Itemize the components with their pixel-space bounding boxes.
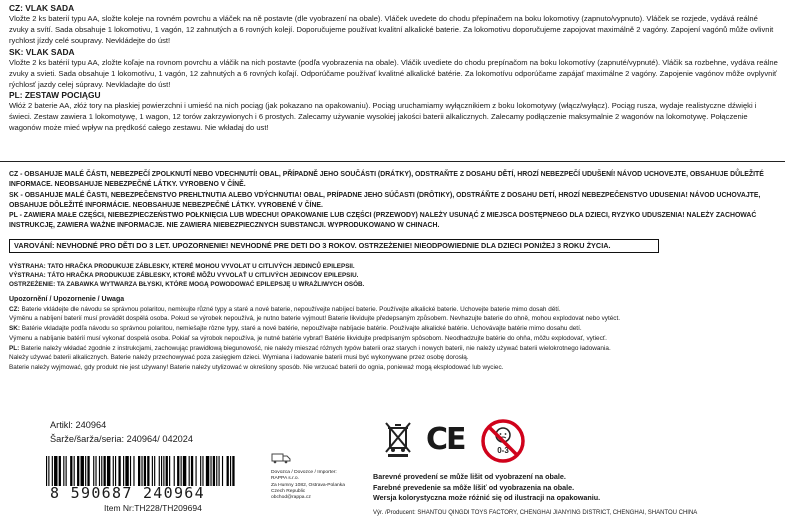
barcode-bar xyxy=(219,456,220,486)
item-number: Item Nr:TH228/TH209694 xyxy=(104,503,202,513)
battery-notes xyxy=(9,295,779,373)
distributor-line: RAPPA s.r.o. xyxy=(271,476,299,482)
pl-text: Włóż 2 baterie AA, złóż tory na płaskiej powierzchni i umieść na nich pociąg (jak pokazano na opakowaniu). Pociąg uruchamiamy wyłącznikiem z boku lokomotywy (włącz/wyłącz). Pociąg rusza, wydaje realistyczne dźwięki i świeci. Zestaw zawiera 1 lokomotywę, 1 wagon, 12 torów zakrzywionych i 6 prostych. Zalecamy używanie wysokiej jakości baterii alkalicznych. Zalecamy podłączenie maksymalnie 2 wagonów na lokomotywę. Połączenie wagonów może mieć wpływ na prędkość całego zestawu. Nie wkładaj do ust! xyxy=(9,101,757,133)
barcode-bar xyxy=(138,456,140,486)
barcode-bar xyxy=(152,456,153,486)
color-note-line: Wersja kolorystyczna może różnić się od ilustracji na opakowaniu. xyxy=(373,493,601,502)
barcode-bar xyxy=(144,456,146,486)
barcode-bar xyxy=(213,456,215,486)
barcode-bar xyxy=(169,456,170,486)
barcode-bar xyxy=(74,456,75,486)
barcode-bar xyxy=(52,456,53,486)
barcode-bar xyxy=(191,456,193,486)
color-note-line: Farebné prevedenie sa môže líšiť od vyobrazenia na obale. xyxy=(373,482,575,492)
battery-pl-2: Należy używać baterii alkalicznych. Baterie należy przechowywać poza zasięgiem dzieci. Wymiana i ładowanie baterii musi być wykonywane przez osobę dorosłą. xyxy=(9,354,469,362)
barcode-bar xyxy=(130,456,131,486)
barcode-bar xyxy=(166,456,168,486)
barcode-bar xyxy=(123,456,124,486)
barcode-bar xyxy=(54,456,57,486)
color-note-line: Barevné provedení se může lišit od vyobrazení na obale. xyxy=(373,472,566,481)
barcode-digits: 8 590687 240964 xyxy=(50,484,205,502)
barcode-bar xyxy=(104,456,106,486)
distributor-line: Dovozca / Dovozce / Importer: xyxy=(271,470,337,475)
barcode-bar xyxy=(202,456,203,486)
barcode-bar xyxy=(93,456,94,486)
barcode-bar xyxy=(174,456,175,486)
producer-info: Výr. /Producent: SHANTOU QINGDI TOYS FACTORY, CHENGHAI JIANYING DISTRICT, CHENGHAI, SHANTOU CHINA xyxy=(373,510,698,516)
warning-sk: SK - OBSAHUJE MALÉ ČASTI, NEBEZPEČENSTVO PREHLTNUTIA ALEBO VDÝCHNUTIA! OBAL, PRÍPADNE JEHO SÚČASTI (DRÔTIKY), ODSTRÁŇTE Z DOSAHU DETÍ, HROZÍ NEBEZPEČENSTVO UDUSENIA! NÁVOD UCHOVAJTE, OBSAHUJE DÔLEŽITÉ INFORMÁCIE. NEOBSAHUJE NEBEZPEČNÉ LÁTKY. VYROBENÉ V ČÍNE. xyxy=(9,191,761,209)
battery-cz-1: CZ: Baterie vkládejte dle návodu se správnou polaritou, nemixujte různé typy a staré a nové baterie, nepoužívejte nabíjecí baterie. Používejte alkalické baterie. Uchovejte baterie mimo dosah dětí. xyxy=(9,305,561,313)
flash-warnings xyxy=(9,263,779,289)
barcode-bar xyxy=(154,456,155,486)
battery-sk-1: SK: Batérie vkladajte podľa návodu so správnou polaritou, nemiešajte rôzne typy, staré a nové batérie, nepoužívajte nabíjacie batérie. Používajte alkalické batérie. Uchovávajte batérie mimo dosahu detí. xyxy=(9,325,582,333)
barcode-bar xyxy=(141,456,142,486)
battery-sk-1-text: Batérie vkladajte podľa návodu so správnou polaritou, nemiešajte rôzne typy, staré a nové batérie, nepoužívajte nabíjacie batérie. Používajte alkalické batérie. Uchovávajte batérie mimo dosahu detí. xyxy=(21,325,582,333)
sk-title: SK: VLAK SADA xyxy=(9,46,75,57)
pl-title: PL: ZESTAW POCIĄGU xyxy=(9,90,101,101)
battery-title: Upozornění / Upozornenie / Uwaga xyxy=(9,296,125,303)
sk-text: Vložte 2 ks batérií typu AA, zložte koľaje na rovnom povrchu a vláčik na nich postavte (podľa vyobrazenia na obale). Vláčik uvediete do chodu prepínačom na boku lokomotívy (zapnuté/vypnuté). Vláčik sa rozbehne, vydáva reálne zvuky a svieti. Sada obsahuje 1 lokomotívu, 1 vagón, 12 zahnutých a 6 rovných koľají. Odporúčame používať kvalitné alkalické batérie. Za lokomotívu odporúčame zapájať maximálne 2 vagóny. Zapojenie vagónov môže ovplyvniť rýchlosť jazdy celej súpravy. Nevkladajte do úst! xyxy=(9,57,778,89)
barcode-bar xyxy=(177,456,179,486)
barcode-bar xyxy=(227,456,229,486)
age-0-3-warning-icon xyxy=(480,418,526,464)
warning-pl: PL - ZAWIERA MAŁE CZĘŚCI, NIEBEZPIECZEŃSTWO POŁKNIĘCIA LUB WDECHU! OPAKOWANIE LUB CZĘŚCI (PRZEWODY) NALEŻY USUNĄĆ Z MIEJSCA DOSTĘPNEGO DLA DZIECI, RYZYKO UDUSZENIA! NALEŻY ZACHOWAĆ INSTRUKCJĘ, ZAWIERA WAŻNE INFORMACJE. NIE ZAWIERA NIEBEZPIECZNYCH SUBSTANCJI. WYPRODUKOWANO W CHINACH. xyxy=(9,212,757,230)
barcode-bar xyxy=(95,456,96,486)
battery-cz-2: Výměnu a nabíjení baterií musí provádět dospělá osoba. Pokud se výrobek nepoužívá, je nutno baterie vyjmout! Baterie likvidujte předepsaným způsobem. Nevhazujte baterie do ohně, mohou explodovat nebo vytéct. xyxy=(9,315,621,323)
batch-number: Šarže/šarža/seria: 240964/ 042024 xyxy=(50,434,194,444)
cz-title: CZ: VLAK SADA xyxy=(9,3,75,13)
barcode-bar xyxy=(200,456,201,486)
barcode-bar xyxy=(81,456,84,486)
barcode-bar xyxy=(115,456,116,486)
distributor-info xyxy=(271,470,345,501)
cz-text: Vložte 2 ks baterií typu AA, složte koleje na rovném povrchu a vláček na ně postavte (dle vyobrazení na obale). Vláček uvedete do chodu přepínačem na boku lokomotivy (zapnuto/vypnuto). Vláček se rozjede, vydává reálné zvuky a svítí. Sada obsahuje 1 lokomotivu, 1 vagón, 12 zahnutých a 6 rovných kolejí. Doporučujeme používat kvalitní alkalické baterie. Za lokomotivu doporučujeme zapojovat maximálně 2 vagóny. Zapojení vagónů může ovlivnit rychlost jízdy celé soupravy. Nevkládejte do úst! xyxy=(9,14,774,45)
barcode-bar xyxy=(206,456,209,486)
barcode-bar xyxy=(181,456,182,486)
barcode-bar xyxy=(189,456,190,486)
flash-warning-sk: VÝSTRAHA: TÁTO HRAČKA PRODUKUJE ZÁBLESKY, KTORÉ MÔŽU VYVOLAŤ U CITLIVÝCH JEDINCOV EPILEPSIU. xyxy=(9,271,359,279)
flash-warning-pl: OSTRZEŻENIE: TA ZABAWKA WYTWARZA BŁYSKI, KTÓRE MOGĄ POWODOWAĆ EPILEPSJĘ U WRAŻLIWYCH OSÓB. xyxy=(9,280,365,288)
age-label: 0-3 xyxy=(497,446,509,455)
divider xyxy=(0,161,785,162)
safety-warnings xyxy=(9,170,779,232)
barcode-bar xyxy=(85,456,86,486)
flash-warning-cz: VÝSTRAHA: TATO HRAČKA PRODUKUJE ZÁBLESKY, KTERÉ MOHOU VYVOLAT U CITLIVÝCH JEDINCŮ EPILEPSII. xyxy=(9,263,355,270)
battery-pl-3: Baterie należy wyjmować, gdy produkt nie jest używany! Baterie należy utylizować w określony sposób. Nie wrzucać baterii do ognia, ponieważ mogą eksplodować lub wyciec. xyxy=(9,363,504,371)
barcode-bar xyxy=(70,456,72,486)
barcode-bar xyxy=(216,456,217,486)
barcode-bar xyxy=(147,456,149,486)
barcode-bar xyxy=(133,456,134,486)
barcode-bar xyxy=(107,456,110,486)
article-number: Artikl: 240964 xyxy=(50,420,107,430)
barcode-bar xyxy=(87,456,89,486)
barcode-bar xyxy=(222,456,223,486)
barcode-bar xyxy=(59,456,61,486)
warning-cz: CZ - OBSAHUJE MALÉ ČÁSTI, NEBEZPEČÍ ZPOLKNUTÍ NEBO VDECHNUTÍ! OBAL, PŘÍPADNĚ JEHO SOUČÁSTI (DRÁTKY), ODSTRAŇTE Z DOSAHU DĚTÍ, HROZÍ NEBEZPEČÍ UDUŠENÍ! NÁVOD UCHOVEJTE, OBSAHUJE DŮLEŽITÉ INFORMACE. NEOBSAHUJE NEBEZPEČNÉ LÁTKY. VYROBENO V ČÍNĚ. xyxy=(9,171,764,189)
distributor-line: obchod@rappa.cz xyxy=(271,495,311,501)
barcode-bar xyxy=(48,456,49,486)
barcode-bar xyxy=(196,456,197,486)
barcode-bar xyxy=(159,456,160,486)
battery-sk-2: Výmenu a nabíjanie batérií musí vykonať dospelá osoba. Pokiaľ sa výrobok nepoužíva, je nutné batérie vybrať! Batérie likvidujte predpísaným spôsobom. Neodhadzujte batérie do ohňa, môžu explodovať, vytiecť. xyxy=(9,334,607,342)
barcode-bar xyxy=(66,456,67,486)
barcode-bar xyxy=(232,456,234,486)
barcode-bar xyxy=(99,456,100,486)
barcode-bar xyxy=(163,456,164,486)
distributor-line: Za Humny 1082, Ostrava-Polanka xyxy=(271,482,345,488)
distributor-logo-icon xyxy=(271,452,291,464)
barcode-bar xyxy=(230,456,231,486)
barcode-bar xyxy=(101,456,102,486)
ce-icon: CE xyxy=(426,422,465,457)
barcode-bar xyxy=(63,456,64,486)
barcode-bar xyxy=(46,456,47,486)
barcode-bar xyxy=(77,456,79,486)
battery-cz-1-text: Baterie vkládejte dle návodu se správnou polaritou, nemixujte různé typy a staré a nové baterie, nepoužívejte nabíjecí baterie. Používejte alkalické baterie. Uchovejte baterie mimo dosah dětí. xyxy=(21,305,561,313)
instructions-block xyxy=(9,3,779,134)
barcode-bar xyxy=(125,456,128,486)
barcode-bar xyxy=(183,456,186,486)
age-warning-box: VAROVÁNÍ: NEVHODNÉ PRO DĚTI DO 3 LET. UPOZORNENIE! NEVHODNÉ PRE DETI DO 3 ROKOV. OSTRZEŻENIE! NIEODPOWIEDNIE DLA DZIECI PONIŻEJ 3 ROKU ŻYCIA. xyxy=(9,239,659,253)
barcode-bar xyxy=(210,456,211,486)
barcode-bar xyxy=(161,456,162,486)
battery-pl-1-text: Baterie należy wkładać zgodnie z instrukcjami, zachowując prawidłową biegunowość, nie należy mieszać różnych typów baterii oraz starych i nowych baterii, nie należy używać baterii wielokrotnego ładowania. xyxy=(21,344,611,352)
distributor-line: Czech Republic xyxy=(271,488,306,494)
color-note xyxy=(373,472,600,504)
weee-bin-icon xyxy=(383,420,413,458)
barcode-bar xyxy=(118,456,120,486)
barcode-bar xyxy=(113,456,114,486)
battery-pl-1: PL: Baterie należy wkładać zgodnie z instrukcjami, zachowując prawidłową biegunowość, nie należy mieszać różnych typów baterii oraz starych i nowych baterii, nie należy używać baterii wielokrotnego ładowania. xyxy=(9,344,611,352)
